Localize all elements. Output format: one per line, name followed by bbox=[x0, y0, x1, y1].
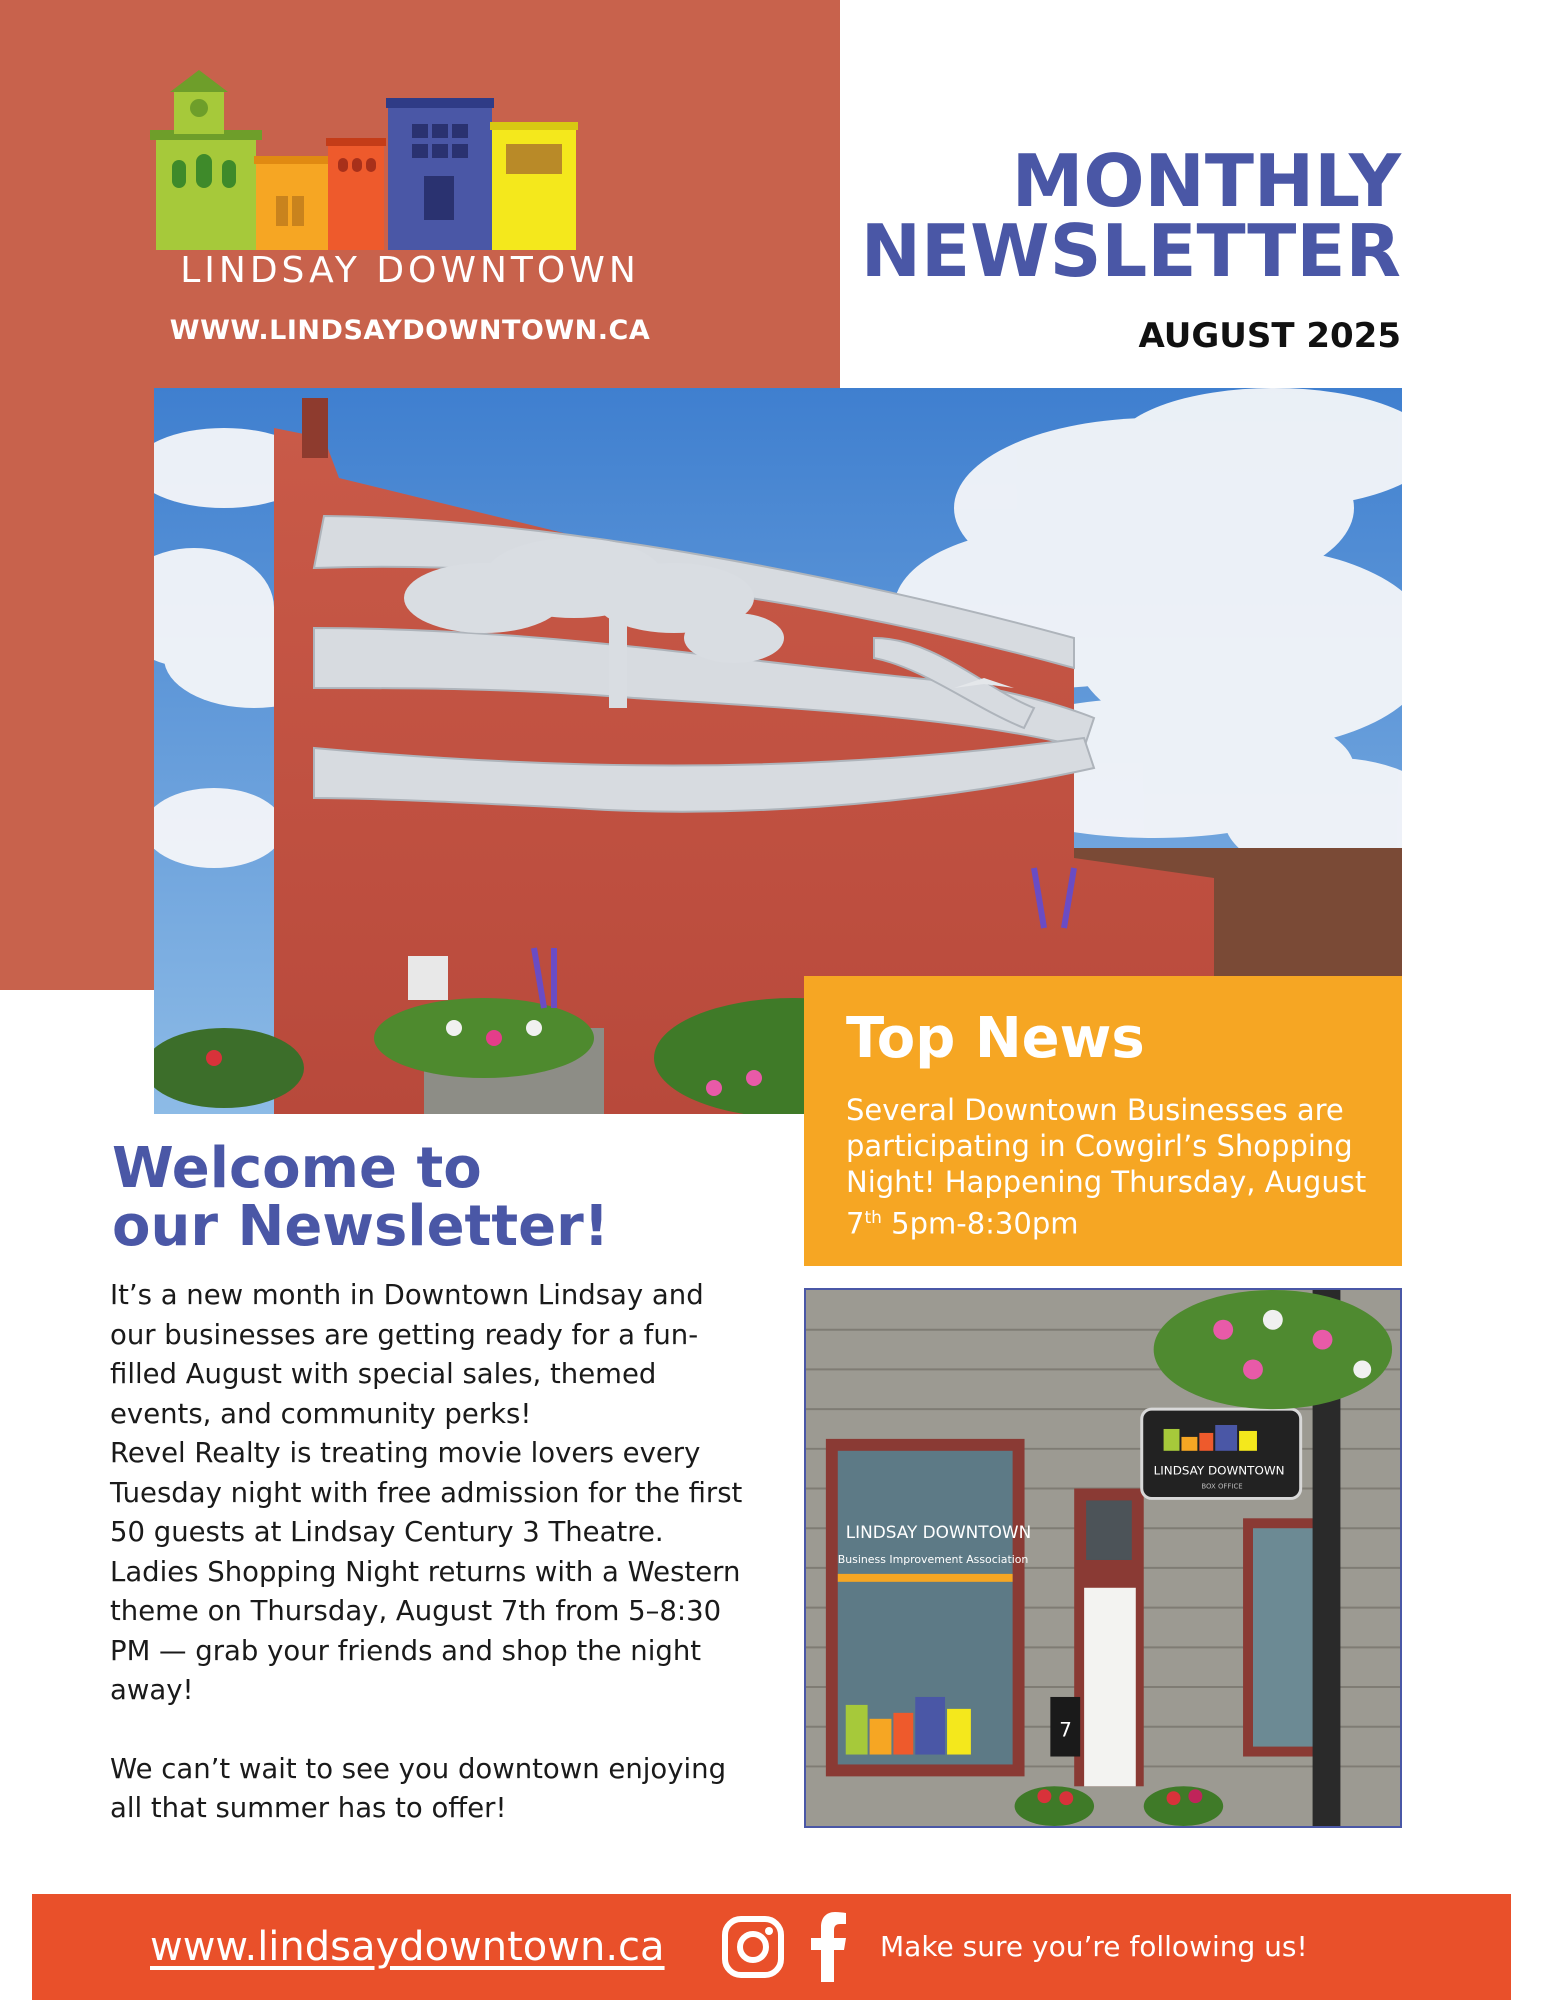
newsletter-title bbox=[701, 139, 1401, 293]
footer-website-link[interactable]: www.lindsaydowntown.ca bbox=[150, 1924, 665, 1970]
welcome-heading bbox=[112, 1136, 752, 1259]
title-line-1: MONTHLY bbox=[1011, 139, 1401, 223]
welcome-body bbox=[110, 1276, 750, 1829]
top-news-ordinal: th bbox=[864, 1208, 882, 1228]
top-news-text bbox=[846, 1092, 1376, 1242]
facebook-icon[interactable] bbox=[810, 1912, 848, 1982]
welcome-paragraph-4: We can’t wait to see you downtown enjoying all that summer has to offer! bbox=[110, 1752, 727, 1824]
logo-wordmark: LINDSAY DOWNTOWN bbox=[180, 250, 640, 291]
welcome-paragraph-1: It’s a new month in Downtown Lindsay and our businesses are getting ready for a fun-filled August with special sales, themed events, and community perks! bbox=[110, 1279, 704, 1430]
sign-subtext: BOX OFFICE bbox=[1201, 1482, 1243, 1491]
welcome-heading-line-2: our Newsletter! bbox=[112, 1194, 610, 1259]
paragraph-gap bbox=[110, 1711, 750, 1750]
top-news-text-time: 5pm-8:30pm bbox=[881, 1206, 1079, 1241]
top-news-box bbox=[804, 976, 1402, 1266]
window-text-1: LINDSAY DOWNTOWN bbox=[845, 1522, 1032, 1543]
storefront-photo bbox=[804, 1288, 1402, 1828]
window-text-2: Business Improvement Association bbox=[837, 1552, 1029, 1566]
title-line-2: NEWSLETTER bbox=[860, 209, 1401, 293]
door-number: 7 bbox=[1059, 1718, 1072, 1742]
welcome-paragraph-2: Revel Realty is treating movie lovers every Tuesday night with free admission for the first 50 guests at Lindsay Century 3 Theatre. bbox=[110, 1437, 743, 1548]
welcome-paragraph-3: Ladies Shopping Night returns with a Western theme on Thursday, August 7th from 5–8:30 PM — grab your friends and shop the night away! bbox=[110, 1555, 741, 1706]
welcome-heading-line-1: Welcome to bbox=[112, 1136, 482, 1201]
header-website-link[interactable]: WWW.LINDSAYDOWNTOWN.CA bbox=[169, 315, 651, 346]
follow-us-text: Make sure you’re following us! bbox=[880, 1930, 1308, 1963]
issue-date: AUGUST 2025 bbox=[1138, 316, 1401, 356]
top-news-heading: Top News bbox=[846, 1006, 1145, 1071]
instagram-icon[interactable] bbox=[722, 1916, 784, 1978]
sign-text: LINDSAY DOWNTOWN bbox=[1153, 1463, 1285, 1478]
footer-bar bbox=[32, 1894, 1511, 2000]
top-news-text-main: Several Downtown Businesses are participating in Cowgirl’s Shopping Night! Happening Thursday, August 7 bbox=[846, 1093, 1367, 1241]
